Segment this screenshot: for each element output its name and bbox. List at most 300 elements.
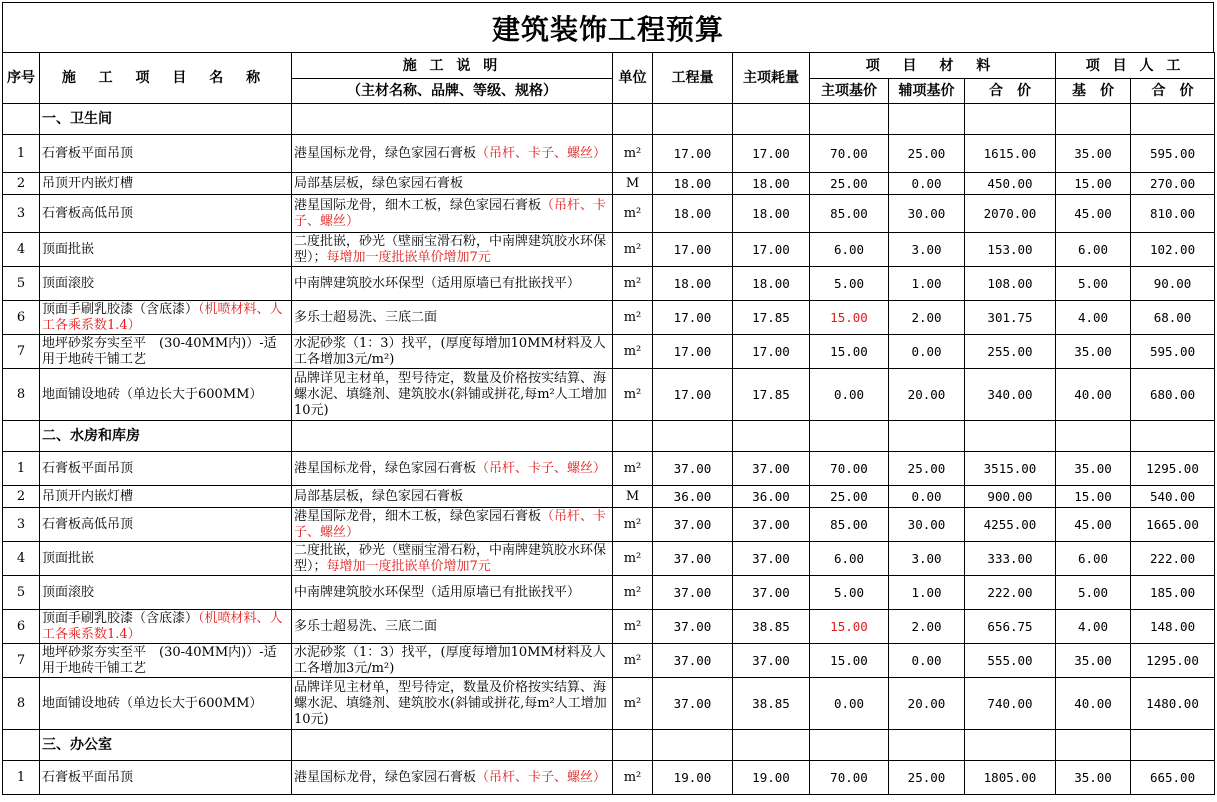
mat-total-cell: 222.00 — [965, 576, 1056, 610]
qty-cell: 37.00 — [653, 576, 733, 610]
item-name: 地面铺设地砖（单边长大于600MM） — [42, 695, 263, 711]
item-desc: 二度批嵌，砂光（壁丽宝滑石粉，中南牌建筑胶水环保型）； — [294, 542, 607, 574]
header-consume: 主项耗量 — [733, 53, 810, 104]
empty-cell — [1056, 421, 1131, 452]
row-seq: 3 — [3, 508, 40, 542]
item-name-cell — [40, 486, 292, 508]
header-mat-total: 合 价 — [965, 79, 1056, 104]
aux-base-cell: 0.00 — [889, 486, 965, 508]
empty-cell — [810, 730, 889, 761]
mat-total-cell: 740.00 — [965, 678, 1056, 730]
qty-cell: 17.00 — [653, 135, 733, 173]
labor-base-cell: 15.00 — [1056, 486, 1131, 508]
qty-cell: 37.00 — [653, 678, 733, 730]
header-seq: 序号 — [3, 53, 40, 104]
section-title: 一、卫生间 — [40, 104, 292, 135]
item-desc-cell — [292, 644, 613, 678]
unit-cell: m² — [613, 452, 653, 486]
unit-cell: m² — [613, 576, 653, 610]
item-name: 顶面批嵌 — [42, 241, 95, 257]
item-desc-cell — [292, 486, 613, 508]
labor-total-cell: 1665.00 — [1131, 508, 1215, 542]
labor-base-cell: 35.00 — [1056, 761, 1131, 795]
item-desc: 品牌详见主材单，型号待定，数量及价格按实结算、海螺水泥、填缝剂、建筑胶水(斜铺或拼花,每m²人工增加10元) — [294, 679, 607, 727]
item-name: 顶面滚胶 — [42, 584, 95, 600]
item-desc-cell — [292, 678, 613, 730]
row-seq: 1 — [3, 452, 40, 486]
item-name-cell — [40, 576, 292, 610]
labor-base-cell: 45.00 — [1056, 508, 1131, 542]
consume-cell: 36.00 — [733, 486, 810, 508]
empty-cell — [810, 421, 889, 452]
mat-total-cell: 108.00 — [965, 267, 1056, 301]
section-row — [3, 421, 1215, 452]
aux-base-cell: 30.00 — [889, 195, 965, 233]
item-desc-wrap — [294, 176, 610, 192]
item-desc: 品牌详见主材单，型号待定，数量及价格按实结算、海螺水泥、填缝剂、建筑胶水(斜铺或拼花,每m²人工增加10元) — [294, 370, 607, 418]
row-seq: 7 — [3, 644, 40, 678]
item-name: 石膏板高低吊顶 — [42, 516, 134, 532]
main-base-cell: 70.00 — [810, 452, 889, 486]
item-desc-wrap — [294, 680, 610, 728]
header-materials: 项 目 材 料 — [810, 53, 1056, 79]
item-desc: 中南牌建筑胶水环保型（适用原墙已有批嵌找平） — [294, 275, 581, 291]
table-row — [3, 452, 1215, 486]
budget-table — [2, 52, 1215, 795]
qty-cell: 18.00 — [653, 173, 733, 195]
main-base-cell: 5.00 — [810, 576, 889, 610]
labor-base-cell: 6.00 — [1056, 233, 1131, 267]
item-desc-wrap — [294, 276, 610, 292]
consume-cell: 17.85 — [733, 369, 810, 421]
item-desc-wrap — [294, 619, 610, 635]
item-desc-note: 每增加一度批嵌单价增加7元 — [326, 558, 491, 574]
aux-base-cell: 2.00 — [889, 610, 965, 644]
row-seq: 6 — [3, 610, 40, 644]
row-seq: 8 — [3, 678, 40, 730]
item-name: 地坪砂浆夯实至平 (30-40MM内)）-适用于地砖干铺工艺 — [42, 644, 277, 676]
item-desc-cell — [292, 369, 613, 421]
item-name-cell — [40, 610, 292, 644]
item-desc: 多乐士超易洗、三底二面 — [294, 618, 438, 634]
item-name-wrap — [42, 276, 289, 292]
item-name-wrap — [42, 696, 289, 712]
labor-total-cell: 185.00 — [1131, 576, 1215, 610]
aux-base-cell: 0.00 — [889, 335, 965, 369]
main-base-cell: 15.00 — [810, 335, 889, 369]
consume-cell: 19.00 — [733, 761, 810, 795]
unit-cell: m² — [613, 135, 653, 173]
item-name-cell — [40, 761, 292, 795]
labor-total-cell: 665.00 — [1131, 761, 1215, 795]
labor-base-cell: 4.00 — [1056, 301, 1131, 335]
table-body — [3, 104, 1215, 795]
qty-cell: 18.00 — [653, 267, 733, 301]
aux-base-cell: 0.00 — [889, 173, 965, 195]
unit-cell: m² — [613, 678, 653, 730]
item-desc-note: （吊杆、卡子、螺丝） — [294, 508, 607, 540]
row-seq: 2 — [3, 173, 40, 195]
aux-base-cell: 3.00 — [889, 542, 965, 576]
main-base-cell: 70.00 — [810, 135, 889, 173]
empty-cell — [1131, 421, 1215, 452]
labor-total-cell: 222.00 — [1131, 542, 1215, 576]
row-seq: 6 — [3, 301, 40, 335]
mat-total-cell: 656.75 — [965, 610, 1056, 644]
row-seq: 8 — [3, 369, 40, 421]
header-labor: 项 目 人 工 — [1056, 53, 1215, 79]
mat-total-cell: 340.00 — [965, 369, 1056, 421]
item-desc-cell — [292, 135, 613, 173]
qty-cell: 37.00 — [653, 610, 733, 644]
item-desc-cell — [292, 761, 613, 795]
table-row — [3, 195, 1215, 233]
item-desc-wrap — [294, 645, 610, 677]
mat-total-cell: 1805.00 — [965, 761, 1056, 795]
mat-total-cell: 153.00 — [965, 233, 1056, 267]
labor-base-cell: 40.00 — [1056, 369, 1131, 421]
item-desc-wrap — [294, 198, 610, 230]
item-desc: 水泥砂浆（1：3）找平，(厚度每增加10MM材料及人工各增加3元/m²) — [294, 644, 606, 676]
item-desc-wrap — [294, 336, 610, 368]
item-desc: 港星国际龙骨，细木工板，绿色家园石膏板 — [294, 508, 542, 524]
table-row — [3, 233, 1215, 267]
consume-cell: 17.85 — [733, 301, 810, 335]
item-name-cell — [40, 195, 292, 233]
item-desc-cell — [292, 452, 613, 486]
main-base-cell: 25.00 — [810, 173, 889, 195]
item-name-note: （机喷材料、人工各乘系数1.4） — [42, 301, 283, 333]
item-desc: 局部基层板，绿色家园石膏板 — [294, 488, 464, 504]
table-row — [3, 369, 1215, 421]
header-desc-sub: （主材名称、品牌、等级、规格） — [292, 79, 613, 104]
empty-cell — [1131, 104, 1215, 135]
consume-cell: 17.00 — [733, 233, 810, 267]
item-name-wrap — [42, 206, 289, 222]
empty-cell — [889, 104, 965, 135]
labor-base-cell: 4.00 — [1056, 610, 1131, 644]
item-name-cell — [40, 233, 292, 267]
row-seq: 5 — [3, 267, 40, 301]
section-seq-cell — [3, 104, 40, 135]
empty-cell — [889, 421, 965, 452]
empty-cell — [653, 421, 733, 452]
item-name-wrap — [42, 176, 289, 192]
table-row — [3, 335, 1215, 369]
item-name-wrap — [42, 585, 289, 601]
labor-total-cell: 1480.00 — [1131, 678, 1215, 730]
aux-base-cell: 20.00 — [889, 678, 965, 730]
item-name: 石膏板平面吊顶 — [42, 769, 134, 785]
empty-cell — [613, 104, 653, 135]
labor-base-cell: 15.00 — [1056, 173, 1131, 195]
unit-cell: m² — [613, 644, 653, 678]
row-seq: 4 — [3, 233, 40, 267]
item-desc-note: （吊杆、卡子、螺丝） — [476, 145, 607, 161]
row-seq: 3 — [3, 195, 40, 233]
table-row — [3, 542, 1215, 576]
item-desc: 水泥砂浆（1：3）找平，(厚度每增加10MM材料及人工各增加3元/m²) — [294, 335, 606, 367]
aux-base-cell: 2.00 — [889, 301, 965, 335]
item-name-wrap — [42, 387, 289, 403]
labor-base-cell: 5.00 — [1056, 576, 1131, 610]
header-name: 施 工 项 目 名 称 — [40, 53, 292, 104]
item-desc-wrap — [294, 543, 610, 575]
qty-cell: 17.00 — [653, 233, 733, 267]
aux-base-cell: 1.00 — [889, 267, 965, 301]
mat-total-cell: 301.75 — [965, 301, 1056, 335]
item-name-cell — [40, 508, 292, 542]
qty-cell: 37.00 — [653, 508, 733, 542]
item-desc-cell — [292, 195, 613, 233]
labor-total-cell: 270.00 — [1131, 173, 1215, 195]
labor-total-cell: 810.00 — [1131, 195, 1215, 233]
consume-cell: 37.00 — [733, 452, 810, 486]
item-name: 地坪砂浆夯实至平 (30-40MM内)）-适用于地砖干铺工艺 — [42, 335, 277, 367]
qty-cell: 17.00 — [653, 369, 733, 421]
empty-cell — [292, 421, 613, 452]
item-name: 顶面手刷乳胶漆（含底漆） — [42, 301, 199, 317]
item-name-wrap — [42, 770, 289, 786]
consume-cell: 18.00 — [733, 173, 810, 195]
section-seq-cell — [3, 730, 40, 761]
section-seq-cell — [3, 421, 40, 452]
main-base-cell: 6.00 — [810, 542, 889, 576]
item-name: 顶面手刷乳胶漆（含底漆） — [42, 610, 199, 626]
unit-cell: M — [613, 173, 653, 195]
section-row — [3, 104, 1215, 135]
empty-cell — [613, 421, 653, 452]
main-base-cell: 85.00 — [810, 195, 889, 233]
empty-cell — [613, 730, 653, 761]
item-desc: 港星国际龙骨，细木工板，绿色家园石膏板 — [294, 197, 542, 213]
table-row — [3, 678, 1215, 730]
item-desc-wrap — [294, 585, 610, 601]
empty-cell — [1056, 730, 1131, 761]
mat-total-cell: 255.00 — [965, 335, 1056, 369]
mat-total-cell: 450.00 — [965, 173, 1056, 195]
item-name-cell — [40, 173, 292, 195]
item-desc-note: （吊杆、卡子、螺丝） — [294, 197, 607, 229]
labor-total-cell: 595.00 — [1131, 335, 1215, 369]
mat-total-cell: 3515.00 — [965, 452, 1056, 486]
item-name-cell — [40, 452, 292, 486]
row-seq: 4 — [3, 542, 40, 576]
item-desc-cell — [292, 335, 613, 369]
row-seq: 7 — [3, 335, 40, 369]
aux-base-cell: 25.00 — [889, 761, 965, 795]
item-desc: 多乐士超易洗、三底二面 — [294, 309, 438, 325]
item-name: 吊顶开内嵌灯槽 — [42, 175, 134, 191]
table-row — [3, 135, 1215, 173]
unit-cell: m² — [613, 335, 653, 369]
labor-total-cell: 68.00 — [1131, 301, 1215, 335]
empty-cell — [1056, 104, 1131, 135]
labor-total-cell: 1295.00 — [1131, 452, 1215, 486]
consume-cell: 17.00 — [733, 335, 810, 369]
labor-base-cell: 45.00 — [1056, 195, 1131, 233]
item-name-cell — [40, 644, 292, 678]
empty-cell — [1131, 730, 1215, 761]
mat-total-cell: 333.00 — [965, 542, 1056, 576]
empty-cell — [653, 104, 733, 135]
aux-base-cell: 0.00 — [889, 644, 965, 678]
item-desc: 港星国标龙骨，绿色家园石膏板 — [294, 460, 477, 476]
item-name-wrap — [42, 146, 289, 162]
main-base-cell: 5.00 — [810, 267, 889, 301]
item-name-wrap — [42, 302, 289, 334]
table-row — [3, 173, 1215, 195]
item-desc: 港星国标龙骨，绿色家园石膏板 — [294, 769, 477, 785]
item-desc-cell — [292, 267, 613, 301]
consume-cell: 38.85 — [733, 678, 810, 730]
empty-cell — [889, 730, 965, 761]
item-name: 地面铺设地砖（单边长大于600MM） — [42, 386, 263, 402]
table-row — [3, 508, 1215, 542]
unit-cell: m² — [613, 267, 653, 301]
unit-cell: m² — [613, 369, 653, 421]
item-name-cell — [40, 369, 292, 421]
row-seq: 5 — [3, 576, 40, 610]
item-name-wrap — [42, 489, 289, 505]
mat-total-cell: 4255.00 — [965, 508, 1056, 542]
item-desc-wrap — [294, 489, 610, 505]
item-name-cell — [40, 678, 292, 730]
main-base-cell: 15.00 — [810, 610, 889, 644]
unit-cell: m² — [613, 233, 653, 267]
item-desc-note: 每增加一度批嵌单价增加7元 — [326, 249, 491, 265]
labor-total-cell: 90.00 — [1131, 267, 1215, 301]
empty-cell — [810, 104, 889, 135]
item-name-cell — [40, 301, 292, 335]
item-desc-wrap — [294, 461, 610, 477]
labor-base-cell: 5.00 — [1056, 267, 1131, 301]
table-row — [3, 576, 1215, 610]
header-labor-total: 合 价 — [1131, 79, 1215, 104]
header-aux-base: 辅项基价 — [889, 79, 965, 104]
item-name-wrap — [42, 645, 289, 677]
item-name-note: （机喷材料、人工各乘系数1.4） — [42, 610, 283, 642]
empty-cell — [965, 730, 1056, 761]
empty-cell — [733, 104, 810, 135]
unit-cell: m² — [613, 542, 653, 576]
labor-base-cell: 40.00 — [1056, 678, 1131, 730]
item-desc-cell — [292, 173, 613, 195]
item-desc-cell — [292, 542, 613, 576]
section-title: 三、办公室 — [40, 730, 292, 761]
main-base-cell: 85.00 — [810, 508, 889, 542]
unit-cell: m² — [613, 195, 653, 233]
consume-cell: 18.00 — [733, 267, 810, 301]
qty-cell: 19.00 — [653, 761, 733, 795]
unit-cell: m² — [613, 508, 653, 542]
item-name: 石膏板平面吊顶 — [42, 145, 134, 161]
consume-cell: 37.00 — [733, 644, 810, 678]
labor-base-cell: 6.00 — [1056, 542, 1131, 576]
item-name-cell — [40, 135, 292, 173]
table-row — [3, 761, 1215, 795]
item-desc-cell — [292, 233, 613, 267]
table-row — [3, 644, 1215, 678]
header-main-base: 主项基价 — [810, 79, 889, 104]
row-seq: 1 — [3, 135, 40, 173]
empty-cell — [733, 730, 810, 761]
item-desc: 二度批嵌，砂光（壁丽宝滑石粉，中南牌建筑胶水环保型）； — [294, 233, 607, 265]
item-desc-wrap — [294, 770, 610, 786]
item-desc-cell — [292, 610, 613, 644]
consume-cell: 37.00 — [733, 542, 810, 576]
item-name-cell — [40, 335, 292, 369]
item-name-cell — [40, 267, 292, 301]
item-desc-note: （吊杆、卡子、螺丝） — [476, 460, 607, 476]
item-name: 石膏板平面吊顶 — [42, 460, 134, 476]
qty-cell: 17.00 — [653, 335, 733, 369]
item-name-wrap — [42, 461, 289, 477]
item-desc: 局部基层板，绿色家园石膏板 — [294, 175, 464, 191]
item-desc-wrap — [294, 146, 610, 162]
header-qty: 工程量 — [653, 53, 733, 104]
labor-total-cell: 102.00 — [1131, 233, 1215, 267]
item-name: 顶面批嵌 — [42, 550, 95, 566]
consume-cell: 37.00 — [733, 576, 810, 610]
main-base-cell: 0.00 — [810, 369, 889, 421]
unit-cell: m² — [613, 761, 653, 795]
item-desc-wrap — [294, 310, 610, 326]
main-base-cell: 70.00 — [810, 761, 889, 795]
consume-cell: 18.00 — [733, 195, 810, 233]
aux-base-cell: 25.00 — [889, 135, 965, 173]
unit-cell: m² — [613, 610, 653, 644]
unit-cell: M — [613, 486, 653, 508]
header-desc: 施 工 说 明 — [292, 53, 613, 79]
empty-cell — [653, 730, 733, 761]
labor-base-cell: 35.00 — [1056, 452, 1131, 486]
item-name-wrap — [42, 611, 289, 643]
labor-base-cell: 35.00 — [1056, 335, 1131, 369]
labor-total-cell: 540.00 — [1131, 486, 1215, 508]
labor-base-cell: 35.00 — [1056, 644, 1131, 678]
mat-total-cell: 2070.00 — [965, 195, 1056, 233]
aux-base-cell: 20.00 — [889, 369, 965, 421]
section-title: 二、水房和库房 — [40, 421, 292, 452]
item-desc-wrap — [294, 371, 610, 419]
row-seq: 1 — [3, 761, 40, 795]
item-name: 顶面滚胶 — [42, 275, 95, 291]
table-row — [3, 267, 1215, 301]
labor-total-cell: 148.00 — [1131, 610, 1215, 644]
item-desc-cell — [292, 301, 613, 335]
qty-cell: 37.00 — [653, 452, 733, 486]
item-name-cell — [40, 542, 292, 576]
unit-cell: m² — [613, 301, 653, 335]
empty-cell — [292, 730, 613, 761]
main-base-cell: 6.00 — [810, 233, 889, 267]
item-name: 石膏板高低吊顶 — [42, 205, 134, 221]
table-row — [3, 301, 1215, 335]
main-base-cell: 15.00 — [810, 301, 889, 335]
labor-total-cell: 1295.00 — [1131, 644, 1215, 678]
document-title: 建筑装饰工程预算 — [2, 2, 1214, 52]
section-row — [3, 730, 1215, 761]
aux-base-cell: 1.00 — [889, 576, 965, 610]
item-desc-cell — [292, 576, 613, 610]
main-base-cell: 25.00 — [810, 486, 889, 508]
consume-cell: 38.85 — [733, 610, 810, 644]
aux-base-cell: 25.00 — [889, 452, 965, 486]
labor-base-cell: 35.00 — [1056, 135, 1131, 173]
labor-total-cell: 680.00 — [1131, 369, 1215, 421]
header-labor-base: 基 价 — [1056, 79, 1131, 104]
